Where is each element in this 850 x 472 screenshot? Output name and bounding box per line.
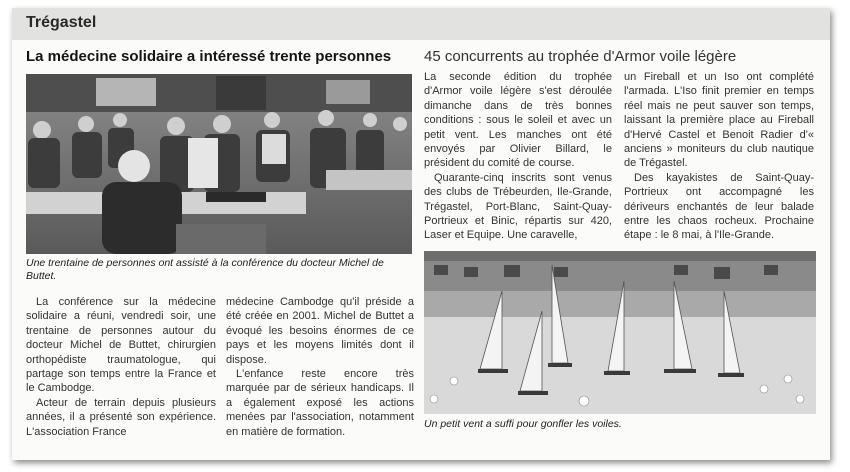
article1-column-1 <box>26 295 216 439</box>
article2-col1-p2: Quarante-cinq inscrits sont venus des clubs de Trébeurden, Ile-Grande, Trégastel, Port-Blanc, Saint-Quay-Portrieux et Binic, répartis sur 420, Laser et Equipe. Une caravelle, <box>424 171 612 242</box>
section-band <box>12 8 830 40</box>
article1-headline: La médecine solidaire a intéressé trente personnes <box>26 48 392 65</box>
article2-column-2 <box>624 70 814 243</box>
sailing-photo <box>424 251 816 414</box>
section-title: Trégastel <box>26 14 97 31</box>
article1-col2-p2: L'enfance reste encore très marquée par de sérieux handicaps. Il a également exposé les actions menées par l'association, notamment en matière de formation. <box>226 368 414 438</box>
newspaper-clipping <box>12 8 830 460</box>
article1-col2-p1: médecine Cambodge qu'il préside a été créée en 2001. Michel de Buttet a évoqué les besoins énormes de ce pays et les moyens limités dont il dispose. <box>226 296 414 366</box>
conference-photo <box>26 74 412 254</box>
article1-column-2 <box>226 295 414 439</box>
article1-col1-p1: La conférence sur la médecine solidaire a réuni, vendredi soir, une trentaine de personnes autour du docteur Michel de Buttet, chirurgien orthopédiste traumatologue, qui partage son temps entre la France et le Cambodge. <box>26 296 216 395</box>
conference-caption: Une trentaine de personnes ont assisté à la conférence du docteur Michel de Buttet. <box>26 257 384 282</box>
article2-col2-p1: un Fireball et un Iso ont complété l'armada. L'Iso finit premier en temps réel mais ne peut sauver son temps, laissant la première place au Fireball d'Hervé Castel et Benoit Radier d'« anciens » moniteurs du club nautique de Trégastel. <box>624 71 814 170</box>
article2-col1-p1: La seconde édition du trophée d'Armor voile légère s'est déroulée dimanche dans de très bonnes conditions : sous le soleil et avec un petit vent. Les manches ont été envoyés par Olivier Billard, le président du comité de course. <box>424 71 612 170</box>
sailing-photo-image <box>424 251 816 414</box>
conference-photo-image <box>26 74 412 254</box>
article2-column-1 <box>424 70 612 243</box>
article1-col1-p2: Acteur de terrain depuis plusieurs années, il a présenté son expérience. L'association France <box>26 396 216 438</box>
article2-col2-p2: Des kayakistes de Saint-Quay-Portrieux ont accompagné les dériveurs enchantés de leur balade entre les chaos rocheux. Prochaine étape : le 8 mai, à l'Ile-Grande. <box>624 171 814 242</box>
sailing-caption: Un petit vent a suffi pour gonfler les voiles. <box>424 418 622 430</box>
article2-headline: 45 concurrents au trophée d'Armor voile légère <box>424 48 737 65</box>
